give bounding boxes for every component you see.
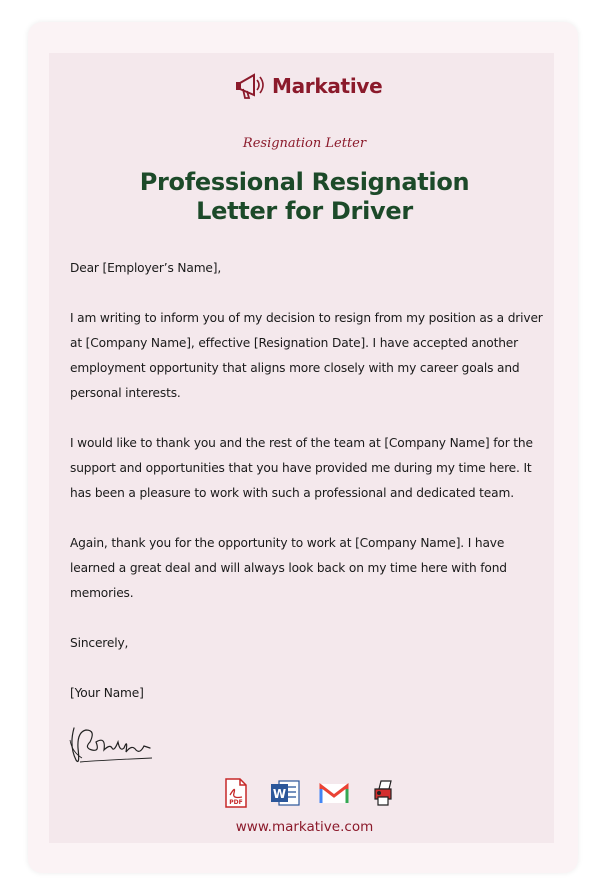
paragraph-3: Again, thank you for the opportunity to work at [Company Name]. I have learned a great deal and will always look back on my time here with fond memories. xyxy=(70,536,507,600)
letter-category: Resignation Letter xyxy=(242,136,367,151)
brand-name: Markative xyxy=(272,74,383,98)
svg-text:M: M xyxy=(333,809,335,810)
paragraph-1: I am writing to inform you of my decision to resign from my position as a driver at [Company Name], effective [Resignation Date]. I have accepted another employment opportunity that aligns more closely with my career goals and personal interests. xyxy=(70,311,543,400)
gmail-icon[interactable] xyxy=(318,777,350,809)
website-link[interactable]: www.markative.com xyxy=(235,819,374,835)
print-icon[interactable] xyxy=(367,777,399,809)
signer-name: [Your Name] xyxy=(70,686,144,700)
pdf-icon[interactable] xyxy=(220,777,252,809)
closing: Sincerely, xyxy=(70,636,129,650)
megaphone-icon xyxy=(234,70,268,102)
letter-body xyxy=(70,256,545,731)
download-options xyxy=(220,777,399,809)
salutation: Dear [Employer’s Name], xyxy=(70,261,222,275)
paragraph-2: I would like to thank you and the rest of the team at [Company Name] for the support and opportunities that you have provided me during my time here. It has been a pleasure to work with such a professional and dedicated team. xyxy=(70,436,533,500)
brand-logo xyxy=(234,68,382,104)
title-text: Professional Resignation Letter for Driver xyxy=(139,168,470,225)
svg-text:W: W xyxy=(272,787,287,801)
svg-text:PDF: PDF xyxy=(229,799,243,806)
word-icon[interactable] xyxy=(269,777,301,809)
page-title xyxy=(0,168,609,226)
signature-image xyxy=(66,718,158,770)
